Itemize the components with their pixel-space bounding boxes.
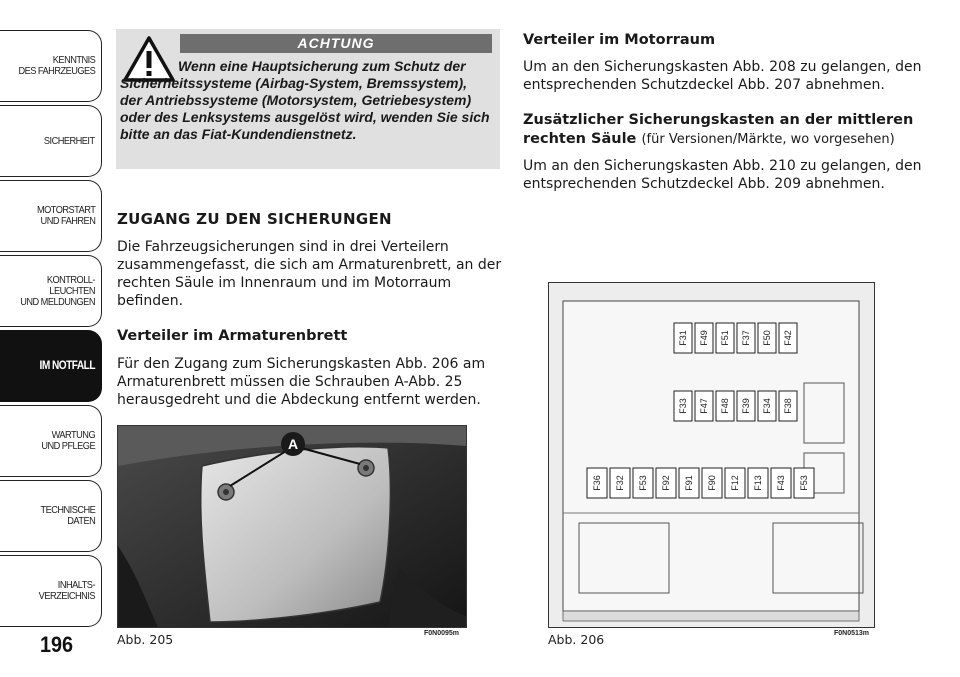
warning-text: Wenn eine Hauptsicherung zum Schutz der Sicherheitssysteme (Airbag-System, Bremssystem), der Antriebssysteme (Motorsystem, Getriebesystem) oder des Lenksystems ausgelöst wird, wenden Sie sich bitte an das Fiat-Kundendienstnetz. — [120, 58, 490, 142]
tab-label: SICHERHEIT — [44, 134, 95, 147]
motorraum-heading: Verteiler im Motorraum — [523, 32, 716, 48]
tab-label: MOTORSTART UND FAHREN — [36, 204, 95, 227]
fuse-label: F42 — [783, 330, 793, 346]
intro-paragraph: Die Fahrzeugsicherungen sind in drei Verteilern zusammengefasst, die sich am Armaturenbrett, an der rechten Säule im Innenraum und im Motorraum befinden. — [117, 239, 502, 309]
tab-label: IM NOTFALL — [39, 359, 95, 372]
figure-206-code: F0N0513m — [834, 630, 870, 637]
dashboard-photo — [118, 426, 466, 627]
tab-kenntnis[interactable] — [0, 30, 102, 102]
fuse-label: F36 — [592, 475, 602, 491]
tab-inhaltsverzeichnis[interactable] — [0, 555, 102, 627]
fuse-label: F13 — [753, 475, 763, 491]
fuse-label: F92 — [661, 475, 671, 491]
sub-heading: Verteiler im Armaturenbrett — [117, 328, 348, 344]
warning-title: ACHTUNG — [180, 34, 492, 53]
tab-label: KONTROLL- LEUCHTEN UND MELDUNGEN — [20, 273, 95, 308]
page-number: 196 — [40, 632, 74, 657]
saeule-heading-note: (für Versionen/Märkte, wo vorgesehen) — [641, 132, 895, 147]
tab-technische-daten[interactable] — [0, 480, 102, 552]
tab-im-notfall[interactable] — [0, 330, 102, 402]
saeule-paragraph: Um an den Sicherungskasten Abb. 210 zu gelangen, den entsprechenden Schutzdeckel Abb. 209 abnehmen. — [523, 158, 922, 192]
tab-kontrollleuchten[interactable] — [0, 255, 102, 327]
tab-wartung[interactable] — [0, 405, 102, 477]
fuse-label: F37 — [741, 330, 751, 346]
tab-label: INHALTS- VERZEICHNIS — [38, 579, 95, 602]
warning-box — [116, 29, 500, 169]
fuse-label: F53 — [799, 475, 809, 491]
figure-205-code: F0N0095m — [424, 630, 460, 637]
tab-sicherheit[interactable] — [0, 105, 102, 177]
fuse-label: F31 — [678, 330, 688, 346]
fuse-label: F50 — [762, 330, 772, 346]
tab-label: TECHNISCHE DATEN — [40, 504, 95, 527]
fuse-label: F91 — [684, 475, 694, 491]
fuse-label: F90 — [707, 475, 717, 491]
figure-206 — [548, 282, 875, 628]
fuse-label: F39 — [741, 398, 751, 414]
fuse-label: F12 — [730, 475, 740, 491]
tab-motorstart[interactable] — [0, 180, 102, 252]
saeule-heading — [523, 111, 943, 149]
fuse-label: F33 — [678, 398, 688, 414]
tab-label: KENNTNIS DES FAHRZEUGES — [18, 54, 95, 77]
motorraum-paragraph: Um an den Sicherungskasten Abb. 208 zu gelangen, den entsprechenden Schutzdeckel Abb. 207 abnehmen. — [523, 59, 922, 93]
fuse-label: F53 — [638, 475, 648, 491]
fuse-label: F43 — [776, 475, 786, 491]
figure-205 — [117, 425, 467, 628]
fuse-label: F47 — [699, 398, 709, 414]
section-heading: ZUGANG ZU DEN SICHERUNGEN — [117, 210, 392, 228]
fuse-label: F38 — [783, 398, 793, 414]
fuse-label: F51 — [720, 330, 730, 346]
fuse-box-drawing — [549, 283, 874, 627]
tab-label: WARTUNG UND PFLEGE — [41, 429, 95, 452]
fuse-label: F48 — [720, 398, 730, 414]
fuse-label: F34 — [762, 398, 772, 414]
fuse-label: F32 — [615, 475, 625, 491]
figure-205-caption: Abb. 205 — [117, 632, 174, 647]
sub-paragraph: Für den Zugang zum Sicherungskasten Abb. 206 am Armaturenbrett müssen die Schrauben A-Abb. 25 herausgedreht und die Abdeckung entfernt werden. — [117, 356, 486, 408]
figure-206-caption: Abb. 206 — [548, 632, 605, 647]
screw-callout-a: A — [281, 432, 305, 456]
saeule-heading-text: Zusätzlicher Sicherungskasten an der mittleren rechten Säule — [523, 112, 914, 147]
fuse-label: F49 — [699, 330, 709, 346]
